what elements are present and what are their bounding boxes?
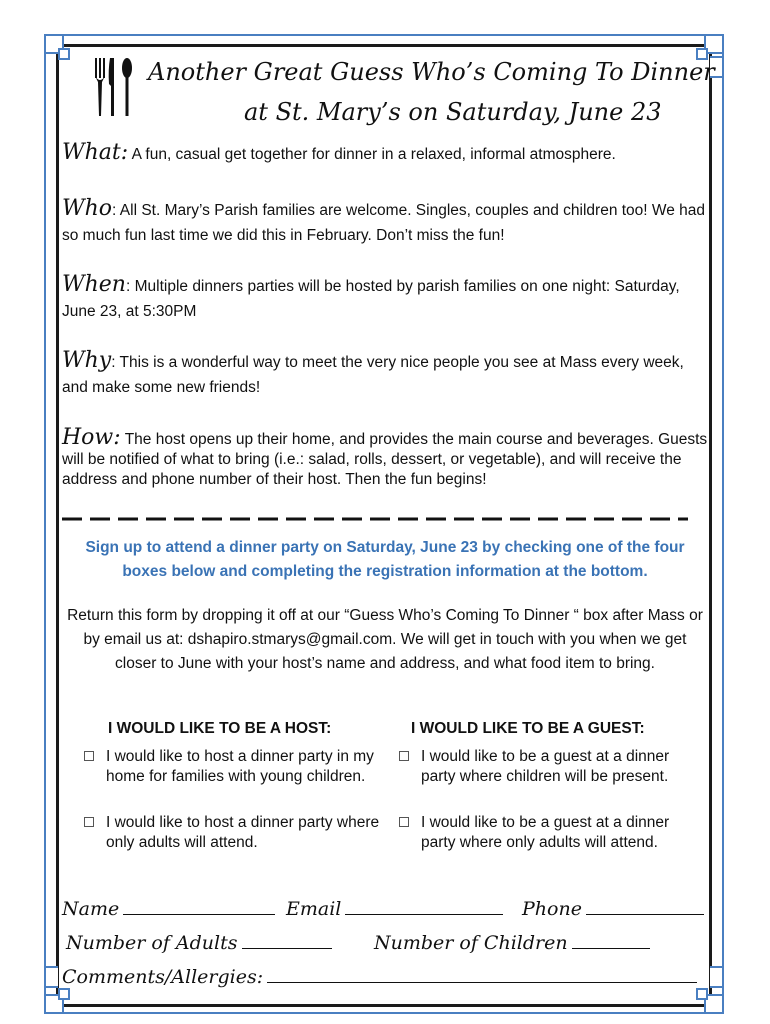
field-label: Number of Children [374,932,568,954]
section-text: : Multiple dinners parties will be hosted by parish families on one night: Saturday, June 23, at 5:30PM [62,278,680,320]
field-label: Name [62,898,120,920]
children-input-line[interactable] [572,934,650,949]
corner-ornament [696,988,708,1000]
signup-instructions: Sign up to attend a dinner party on Saturday, June 23 by checking one of the four boxes below and completing the registration information at the bottom. [85,539,685,580]
section-label: Why [62,348,112,373]
section-label: When [62,272,126,297]
section-label: How: [62,425,121,450]
frame-tab [44,966,58,988]
option-label: I would like to be a guest at a dinner party where children will be present. [421,748,670,785]
page-subtitle: at St. Mary’s on Saturday, June 23 [244,98,662,126]
guest-option-adults[interactable] [399,813,699,873]
comments-input-line[interactable] [267,968,697,983]
email-input-line[interactable] [345,900,503,915]
option-label: I would like to host a dinner party where only adults will attend. [106,814,380,851]
host-option-adults[interactable] [84,813,384,853]
section-text: The host opens up their home, and provides the main course and beverages. Guests will be notified of what to bring (i.e.: salad, rolls, dessert, or vegetable), and will receive the address and phone number of their host. Then the fun begins! [62,431,708,488]
page-title: Another Great Guess Who’s Coming To Dinner [148,58,715,86]
guest-option-children[interactable] [399,747,699,807]
section-who [62,196,712,248]
checkbox[interactable] [399,751,409,761]
corner-ornament [58,988,70,1000]
field-label: Number of Adults [66,932,238,954]
field-label: Email [286,898,342,920]
option-label: I would like to host a dinner party in my home for families with young children. [106,748,374,785]
section-text: : This is a wonderful way to meet the very nice people you see at Mass every week, and make some new friends! [62,354,684,396]
adults-field[interactable] [66,932,332,954]
phone-input-line[interactable] [586,900,704,915]
comments-field[interactable] [62,966,697,988]
frame-tab [710,966,724,988]
section-label: Who [62,196,113,221]
field-label: Phone [522,898,582,920]
section-what [62,140,712,167]
section-label: What: [62,140,129,165]
guest-heading: I WOULD LIKE TO BE A GUEST: [411,720,645,737]
return-instructions: Return this form by dropping it off at our “Guess Who’s Coming To Dinner “ box after Mass or by email us at: dshapiro.stmarys@gmail.com. We will get in touch with you when we get closer to June with your host’s name and address, and what food item to bring. [67,607,703,672]
name-field[interactable] [62,898,275,920]
name-input-line[interactable] [123,900,275,915]
adults-input-line[interactable] [242,934,332,949]
section-when [62,272,712,324]
children-field[interactable] [374,932,650,954]
option-label: I would like to be a guest at a dinner party where only adults will attend. [421,814,670,851]
email-field[interactable] [286,898,503,920]
checkbox[interactable] [399,817,409,827]
host-option-families[interactable] [84,747,384,807]
utensils-icon [92,56,136,118]
section-why [62,348,712,400]
corner-ornament [58,48,70,60]
checkbox[interactable] [84,817,94,827]
section-text: A fun, casual get together for dinner in a relaxed, informal atmosphere. [128,146,616,163]
field-label: Comments/Allergies: [62,966,264,988]
section-how [62,425,712,490]
checkbox[interactable] [84,751,94,761]
phone-field[interactable] [522,898,704,920]
section-text: : All St. Mary’s Parish families are welcome. Singles, couples and children too! We had so much fun last time we did this in February. Don’t miss the fun! [62,202,706,244]
host-heading: I WOULD LIKE TO BE A HOST: [108,720,332,737]
dashed-divider [62,512,688,526]
